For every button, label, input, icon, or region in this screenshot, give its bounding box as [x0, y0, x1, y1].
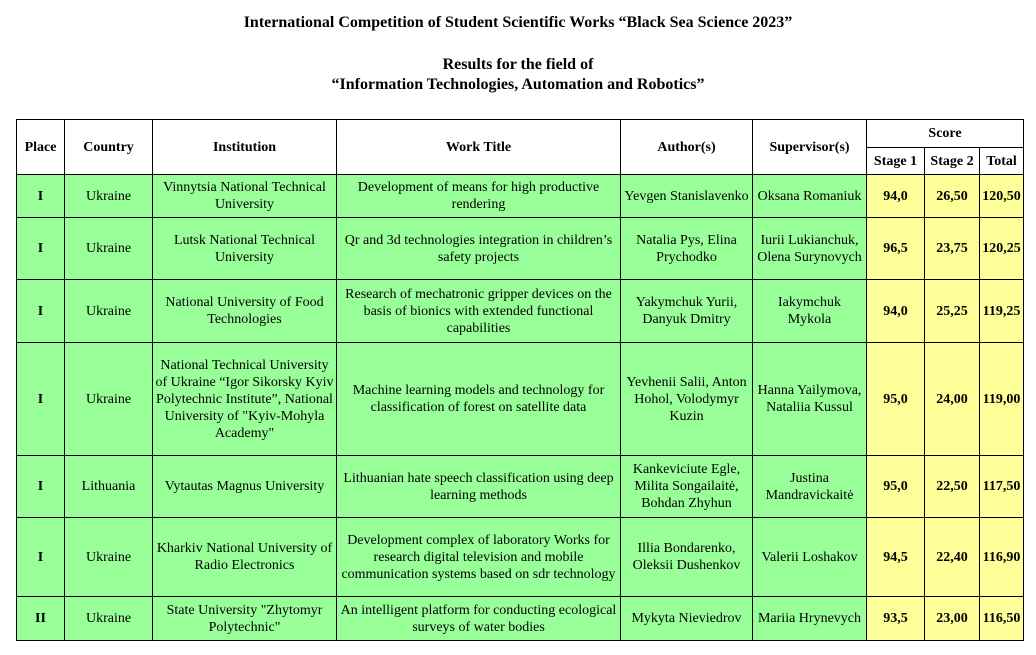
page-title: International Competition of Student Scientific Works “Black Sea Science 2023”	[243, 14, 793, 31]
cell-institution: Vytautas Magnus University	[153, 456, 337, 518]
cell-institution: Vinnytsia National Technical University	[153, 175, 337, 218]
cell-institution: Lutsk National Technical University	[153, 218, 337, 280]
cell-supervisors: Valerii Loshakov	[753, 518, 867, 597]
cell-stage1: 95,0	[867, 343, 925, 456]
col-header-authors: Author(s)	[621, 120, 753, 175]
cell-institution: National Technical University of Ukraine “Igor Sikorsky Kyiv Polytechnic Institute”, National University of "Kyiv-Mohyla Academy"	[153, 343, 337, 456]
cell-country: Ukraine	[65, 218, 153, 280]
cell-total: 116,90	[980, 518, 1024, 597]
col-header-score: Score	[867, 120, 1024, 148]
cell-total: 119,25	[980, 280, 1024, 343]
col-header-country: Country	[65, 120, 153, 175]
col-header-stage2: Stage 2	[925, 148, 980, 175]
cell-country: Ukraine	[65, 597, 153, 641]
cell-total: 119,00	[980, 343, 1024, 456]
col-header-institution: Institution	[153, 120, 337, 175]
cell-place: I	[17, 218, 65, 280]
table-row	[17, 280, 1024, 343]
cell-stage2: 24,00	[925, 343, 980, 456]
cell-stage2: 23,75	[925, 218, 980, 280]
col-header-place: Place	[17, 120, 65, 175]
cell-country: Ukraine	[65, 518, 153, 597]
cell-stage2: 25,25	[925, 280, 980, 343]
cell-work-title: Development complex of laboratory Works for research digital television and mobile communication systems based on sdr technology	[337, 518, 621, 597]
cell-supervisors: Hanna Yailymova, Nataliia Kussul	[753, 343, 867, 456]
cell-place: I	[17, 456, 65, 518]
table-row	[17, 343, 1024, 456]
cell-total: 120,25	[980, 218, 1024, 280]
col-header-total: Total	[980, 148, 1024, 175]
cell-total: 117,50	[980, 456, 1024, 518]
subtitle-line-1: Results for the field of	[442, 56, 594, 73]
cell-supervisors: Iakymchuk Mykola	[753, 280, 867, 343]
cell-stage1: 93,5	[867, 597, 925, 641]
cell-country: Ukraine	[65, 175, 153, 218]
cell-supervisors: Justina Mandravickaitė	[753, 456, 867, 518]
cell-stage1: 96,5	[867, 218, 925, 280]
cell-place: I	[17, 175, 65, 218]
col-header-work-title: Work Title	[337, 120, 621, 175]
cell-work-title: Lithuanian hate speech classification using deep learning methods	[337, 456, 621, 518]
col-header-stage1: Stage 1	[867, 148, 925, 175]
cell-institution: National University of Food Technologies	[153, 280, 337, 343]
cell-supervisors: Mariia Hrynevych	[753, 597, 867, 641]
cell-country: Ukraine	[65, 343, 153, 456]
cell-work-title: Research of mechatronic gripper devices on the basis of bionics with extended functional capabilities	[337, 280, 621, 343]
cell-total: 116,50	[980, 597, 1024, 641]
cell-authors: Mykyta Nieviedrov	[621, 597, 753, 641]
cell-stage1: 94,0	[867, 280, 925, 343]
cell-stage2: 26,50	[925, 175, 980, 218]
cell-place: I	[17, 280, 65, 343]
cell-authors: Illia Bondarenko, Oleksii Dushenkov	[621, 518, 753, 597]
cell-supervisors: Iurii Lukianchuk, Olena Surynovych	[753, 218, 867, 280]
cell-authors: Yakymchuk Yurii, Danyuk Dmitry	[621, 280, 753, 343]
cell-authors: Kankeviciute Egle, Milita Songailaitė, Bohdan Zhyhun	[621, 456, 753, 518]
cell-total: 120,50	[980, 175, 1024, 218]
cell-stage2: 22,50	[925, 456, 980, 518]
cell-work-title: An intelligent platform for conducting ecological surveys of water bodies	[337, 597, 621, 641]
table-row	[17, 597, 1024, 641]
cell-place: I	[17, 343, 65, 456]
table-row	[17, 175, 1024, 218]
cell-work-title: Machine learning models and technology for classification of forest on satellite data	[337, 343, 621, 456]
cell-stage2: 22,40	[925, 518, 980, 597]
cell-institution: Kharkiv National University of Radio Electronics	[153, 518, 337, 597]
cell-authors: Yevhenii Salii, Anton Hohol, Volodymyr Kuzin	[621, 343, 753, 456]
subtitle-line-2: “Information Technologies, Automation and Robotics”	[331, 76, 705, 93]
results-table	[16, 119, 1024, 641]
cell-country: Lithuania	[65, 456, 153, 518]
cell-place: II	[17, 597, 65, 641]
cell-place: I	[17, 518, 65, 597]
table-row	[17, 518, 1024, 597]
cell-work-title: Development of means for high productive rendering	[337, 175, 621, 218]
cell-stage1: 94,5	[867, 518, 925, 597]
table-row	[17, 456, 1024, 518]
col-header-supervisors: Supervisor(s)	[753, 120, 867, 175]
cell-country: Ukraine	[65, 280, 153, 343]
cell-stage1: 95,0	[867, 456, 925, 518]
cell-authors: Yevgen Stanislavenko	[621, 175, 753, 218]
cell-institution: State University "Zhytomyr Polytechnic"	[153, 597, 337, 641]
cell-supervisors: Oksana Romaniuk	[753, 175, 867, 218]
cell-stage1: 94,0	[867, 175, 925, 218]
cell-work-title: Qr and 3d technologies integration in children’s safety projects	[337, 218, 621, 280]
cell-stage2: 23,00	[925, 597, 980, 641]
cell-authors: Natalia Pys, Elina Prychodko	[621, 218, 753, 280]
table-row	[17, 218, 1024, 280]
